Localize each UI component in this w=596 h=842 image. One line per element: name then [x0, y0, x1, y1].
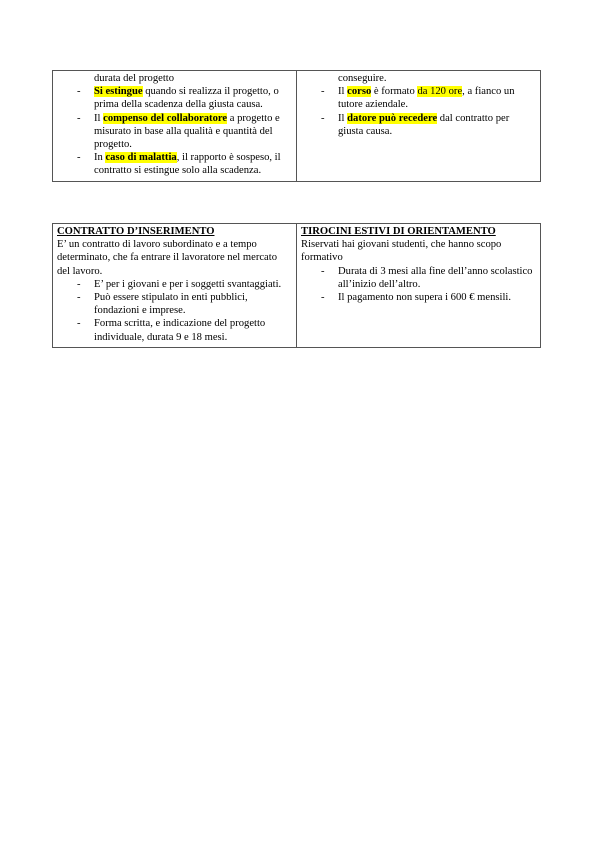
- dash-bullet: -: [77, 278, 81, 290]
- bullet-list: [301, 85, 536, 138]
- cell-apprendistato: [297, 71, 541, 182]
- list-item: - Può essere stipulato in enti pubblici, fondazioni e imprese.: [77, 292, 248, 317]
- dash-bullet: -: [321, 86, 325, 98]
- dash-bullet: -: [77, 86, 81, 98]
- list-item: - Il compenso del collaboratore a progetto e misurato in base alla qualità e quantità del progetto.: [77, 112, 280, 151]
- bullet-list: [57, 85, 292, 177]
- dash-bullet: -: [321, 112, 325, 124]
- table-inserimento-tirocini: [52, 223, 541, 348]
- intro-text: Riservati hai giovani studenti, che hanno scopo formativo: [301, 239, 502, 264]
- dash-bullet: -: [321, 292, 325, 304]
- cell-collaborazione-progetto: [53, 71, 297, 182]
- list-item: - Il pagamento non supera i 600 € mensili.: [321, 292, 511, 304]
- cell-contratto-inserimento: [53, 224, 297, 348]
- list-item: - Il corso è formato da 120 ore, a fianco un tutore aziendale.: [321, 86, 515, 111]
- highlight-text: Si estingue: [94, 86, 143, 98]
- list-item: - Forma scritta, e indicazione del progetto individuale, durata 9 e 18 mesi.: [77, 318, 266, 343]
- highlight-text: compenso del collaboratore: [103, 112, 228, 124]
- bullet-list: [301, 265, 536, 305]
- bullet-list: [57, 278, 292, 344]
- list-item: - Il datore può recedere dal contratto per giusta causa.: [321, 112, 510, 137]
- list-item: - In caso di malattia, il rapporto è sospeso, il contratto si estingue solo alla scadenza.: [77, 152, 281, 177]
- list-item: - Durata di 3 mesi alla fine dell’anno scolastico all’inizio dell’altro.: [321, 265, 533, 290]
- highlight-text: datore può recedere: [347, 112, 438, 124]
- highlight-text: corso: [347, 86, 372, 98]
- section-title: CONTRATTO D’INSERIMENTO: [57, 226, 215, 237]
- continued-text: conseguire.: [338, 73, 387, 84]
- section-title: TIROCINI ESTIVI DI ORIENTAMENTO: [301, 226, 496, 237]
- dash-bullet: -: [321, 265, 325, 277]
- dash-bullet: -: [77, 152, 81, 164]
- cell-tirocini-estivi: [297, 224, 541, 348]
- highlight-text: caso di malattia: [105, 152, 177, 164]
- list-item: - E’ per i giovani e per i soggetti svantaggiati.: [77, 278, 282, 290]
- list-item: - Si estingue quando si realizza il progetto, o prima della scadenza della giusta causa.: [77, 86, 279, 111]
- intro-text: E’ un contratto di lavoro subordinato e a tempo determinato, che fa entrare il lavoratore nel mercato del lavoro.: [57, 239, 277, 277]
- table-collaborazione-apprendistato: [52, 70, 541, 182]
- continued-text: durata del progetto: [94, 73, 175, 84]
- dash-bullet: -: [77, 292, 81, 304]
- dash-bullet: -: [77, 318, 81, 330]
- highlight-text: da 120 ore: [417, 86, 463, 98]
- dash-bullet: -: [77, 112, 81, 124]
